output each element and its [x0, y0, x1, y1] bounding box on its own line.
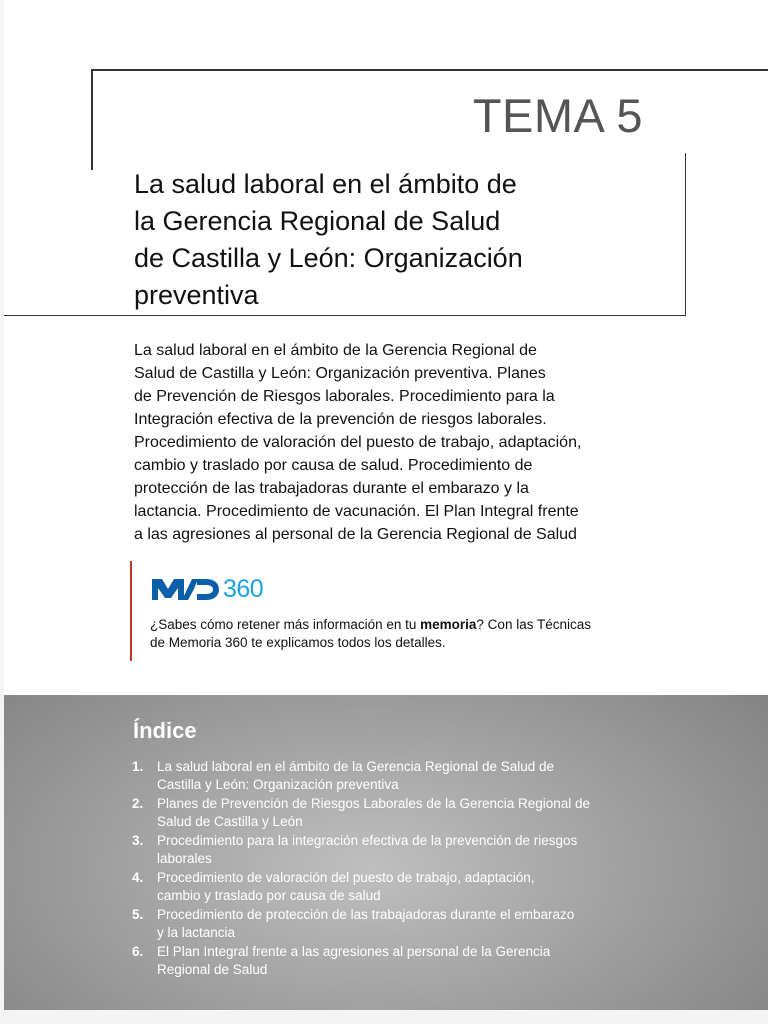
- index-item-text: [157, 869, 535, 905]
- chapter-title-line: de Castilla y León: Organización: [134, 243, 523, 273]
- mad360-promo-line: [150, 616, 650, 634]
- index-item-number: 4.: [132, 870, 144, 885]
- index-item-number: 5.: [132, 907, 144, 922]
- index-item-line: Procedimiento para la integración efectiva de la prevención de riesgos: [157, 833, 578, 848]
- summary-line: Procedimiento de valoración del puesto de trabajo, adaptación,: [134, 434, 582, 451]
- mad360-promo-text: [150, 616, 650, 652]
- index-item: [132, 906, 692, 942]
- summary-line: Salud de Castilla y León: Organización preventiva. Planes: [134, 365, 546, 382]
- chapter-title: [134, 166, 682, 314]
- chapter-title-line: preventiva: [134, 280, 259, 310]
- summary-line: de Prevención de Riesgos laborales. Procedimiento para la: [134, 388, 555, 405]
- mad360-logo: [150, 574, 263, 604]
- header-frame-top-rule: [91, 69, 768, 71]
- mad360-accent-bar: [130, 561, 132, 661]
- chapter-summary: [134, 339, 674, 546]
- index-item-line: Castilla y León: Organización preventiva: [157, 777, 399, 792]
- index-item-number: 6.: [132, 944, 144, 959]
- summary-line: cambio y traslado por causa de salud. Procedimiento de: [134, 457, 533, 474]
- title-frame-right-rule: [685, 153, 686, 316]
- title-frame-bottom-rule: [4, 315, 686, 316]
- index-item-line: Procedimiento de valoración del puesto de trabajo, adaptación,: [157, 870, 535, 885]
- index-item-line: Procedimiento de protección de las trabajadoras durante el embarazo: [157, 907, 575, 922]
- index-item: [132, 832, 692, 868]
- index-item-text: [157, 795, 590, 831]
- summary-line: La salud laboral en el ámbito de la Gerencia Regional de: [134, 342, 537, 359]
- header-frame-left-rule: [91, 69, 93, 170]
- summary-line: protección de las trabajadoras durante el embarazo y la: [134, 480, 529, 497]
- promo-keyword: memoria: [420, 617, 477, 632]
- summary-line: a las agresiones al personal de la Gerencia Regional de Salud: [134, 526, 577, 543]
- index-item-number: 1.: [132, 759, 144, 774]
- index-item-line: cambio y traslado por causa de salud: [157, 888, 381, 903]
- index-item-line: laborales: [157, 851, 212, 866]
- promo-text-end: ? Con las Técnicas: [476, 617, 591, 632]
- index-item-line: Salud de Castilla y León: [157, 814, 303, 829]
- summary-line: Integración efectiva de la prevención de riesgos laborales.: [134, 411, 547, 428]
- mad-logo-icon: [150, 576, 220, 602]
- index-item-line: El Plan Integral frente a las agresiones al personal de la Gerencia: [157, 944, 551, 959]
- index-item-text: [157, 943, 550, 979]
- index-item-text: [157, 758, 554, 794]
- index-item-number: 3.: [132, 833, 144, 848]
- chapter-title-line: la Gerencia Regional de Salud: [134, 206, 501, 236]
- index-item: [132, 943, 692, 979]
- index-item: [132, 795, 692, 831]
- index-item: [132, 758, 692, 794]
- index-item-line: y la lactancia: [157, 925, 236, 940]
- index-item-number: 2.: [132, 796, 144, 811]
- index-item: [132, 869, 692, 905]
- index-item-line: Planes de Prevención de Riesgos Laborales de la Gerencia Regional de: [157, 796, 591, 811]
- index-item-text: [157, 906, 574, 942]
- chapter-label: TEMA 5: [472, 89, 643, 142]
- index-list: [132, 758, 692, 980]
- index-item-line: Regional de Salud: [157, 962, 268, 977]
- chapter-title-line: La salud laboral en el ámbito de: [134, 169, 517, 199]
- promo-text-start: ¿Sabes cómo retener más información en tu: [150, 617, 421, 632]
- summary-line: lactancia. Procedimiento de vacunación. El Plan Integral frente: [134, 503, 579, 520]
- index-item-line: La salud laboral en el ámbito de la Gerencia Regional de Salud de: [157, 759, 555, 774]
- mad360-promo-line: de Memoria 360 te explicamos todos los detalles.: [150, 635, 446, 650]
- mad360-number: 360: [223, 574, 264, 603]
- index-item-text: [157, 832, 577, 868]
- index-title: Índice: [133, 718, 197, 743]
